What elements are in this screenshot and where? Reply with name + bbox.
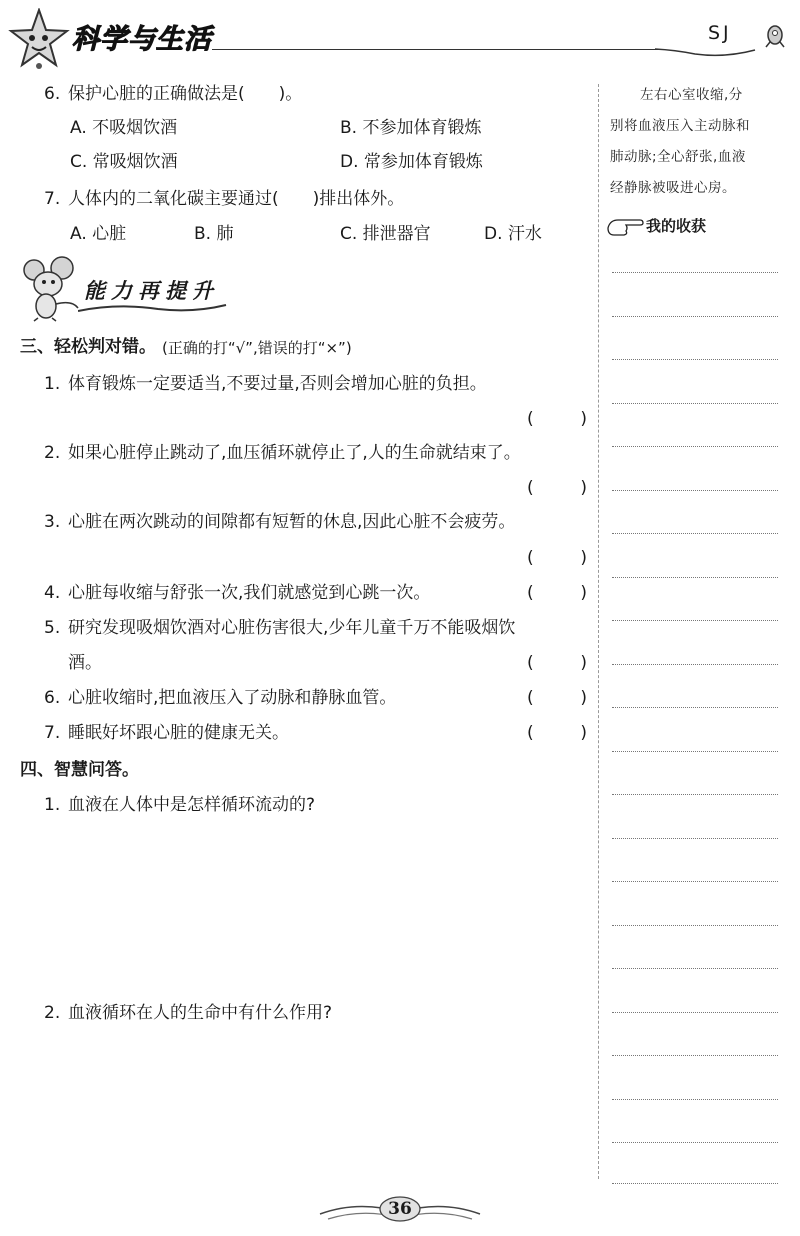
judge-item-6-number: 6. [44,688,61,708]
judge-item-4-number: 4. [44,583,61,603]
judge-item-3-number: 3. [44,512,61,532]
harvest-line [612,751,778,752]
judge-item-1-number: 1. [44,374,61,394]
harvest-line [612,1012,778,1013]
choice-q6-option-b[interactable]: B. 不参加体育锻炼 [340,118,482,138]
harvest-line [612,403,778,404]
choice-q7-option-a[interactable]: A. 心脏 [70,224,127,244]
harvest-line [612,490,778,491]
sidebar-harvest-title: 我的收获 [646,217,707,235]
choice-q6-number: 6. [44,84,61,104]
harvest-line [612,664,778,665]
judge-item-4-answer[interactable]: ( ) [527,583,587,603]
choice-q7-option-d[interactable]: D. 汗水 [484,224,542,244]
choice-q7-text: 人体内的二氧化碳主要通过( )排出体外。 [68,189,405,209]
qa-item-2-answer-area[interactable] [68,1030,578,1180]
qa-item-1-number: 1. [44,795,61,815]
qa-section-heading: 四、智慧问答。 [20,760,139,780]
judge-item-5-text: 研究发现吸烟饮酒对心脏伤害很大,少年儿童千万不能吸烟饮 [68,618,516,638]
sidebar-note-line-1: 左右心室收缩,分 [640,87,743,103]
judge-item-4-text: 心脏每收缩与舒张一次,我们就感觉到心跳一次。 [68,583,431,603]
harvest-line [612,968,778,969]
sidebar-divider [598,84,599,1179]
judge-item-1-text: 体育锻炼一定要适当,不要过量,否则会增加心脏的负担。 [68,374,487,394]
judge-item-7-answer[interactable]: ( ) [527,723,587,743]
harvest-line [612,707,778,708]
harvest-line [612,272,778,273]
harvest-line [612,533,778,534]
harvest-line [612,1055,778,1056]
judge-item-2-answer[interactable]: ( ) [527,478,587,498]
judge-item-5-number: 5. [44,618,61,638]
harvest-line [612,359,778,360]
header-star-mascot [8,8,70,70]
sidebar-note-line-4: 经静脉被吸进心房。 [610,180,736,196]
harvest-line [612,446,778,447]
harvest-line [612,794,778,795]
harvest-line [612,838,778,839]
judge-section-heading: 三、轻松判对错。 [20,337,156,357]
ability-banner-title: 能力再提升 [84,279,219,303]
choice-q6-option-d[interactable]: D. 常参加体育锻炼 [340,152,483,172]
judge-item-6-text: 心脏收缩时,把血液压入了动脉和静脉血管。 [68,688,397,708]
judge-section-instruction: (正确的打“√”,错误的打“×”) [162,339,352,357]
qa-item-2-number: 2. [44,1003,61,1023]
choice-q7-option-c[interactable]: C. 排泄器官 [340,224,431,244]
harvest-line [612,316,778,317]
choice-q7-option-b[interactable]: B. 肺 [194,224,234,244]
harvest-line [612,577,778,578]
harvest-line [612,881,778,882]
choice-q6-option-a[interactable]: A. 不吸烟饮酒 [70,118,178,138]
judge-item-3-text: 心脏在两次跳动的间隙都有短暂的休息,因此心脏不会疲劳。 [68,512,516,532]
header-rule [212,49,662,50]
judge-item-3-answer[interactable]: ( ) [527,548,587,568]
header-brand-title: 科学与生活 [72,24,212,55]
judge-item-7-number: 7. [44,723,61,743]
harvest-line [612,1183,778,1184]
judge-item-1-answer[interactable]: ( ) [527,409,587,429]
judge-item-2-number: 2. [44,443,61,463]
pointing-hand-icon [606,216,644,238]
qa-item-1-answer-area[interactable] [68,822,578,997]
header-edition-code: SJ [708,22,732,44]
choice-q6-option-c[interactable]: C. 常吸烟饮酒 [70,152,178,172]
harvest-line [612,1142,778,1143]
choice-q7-number: 7. [44,189,61,209]
judge-item-6-answer[interactable]: ( ) [527,688,587,708]
judge-item-2-text: 如果心脏停止跳动了,血压循环就停止了,人的生命就结束了。 [68,443,521,463]
harvest-line [612,925,778,926]
judge-item-5-text-continued: 酒。 [68,653,102,673]
qa-item-1-text: 血液在人体中是怎样循环流动的? [68,795,316,815]
mouse-mascot-icon [12,256,82,322]
judge-item-5-answer[interactable]: ( ) [527,653,587,673]
sidebar-note-line-2: 别将血液压入主动脉和 [610,118,750,134]
harvest-line [612,1099,778,1100]
sidebar-note-line-3: 肺动脉;全心舒张,血液 [610,149,746,165]
page-number: 36 [388,1199,412,1219]
qa-item-2-text: 血液循环在人的生命中有什么作用? [68,1003,333,1023]
choice-q6-text: 保护心脏的正确做法是( )。 [68,84,303,104]
ability-banner-underline [78,300,228,314]
header-rocket-icon [762,22,788,48]
harvest-line [612,620,778,621]
judge-item-7-text: 睡眠好坏跟心脏的健康无关。 [68,723,289,743]
